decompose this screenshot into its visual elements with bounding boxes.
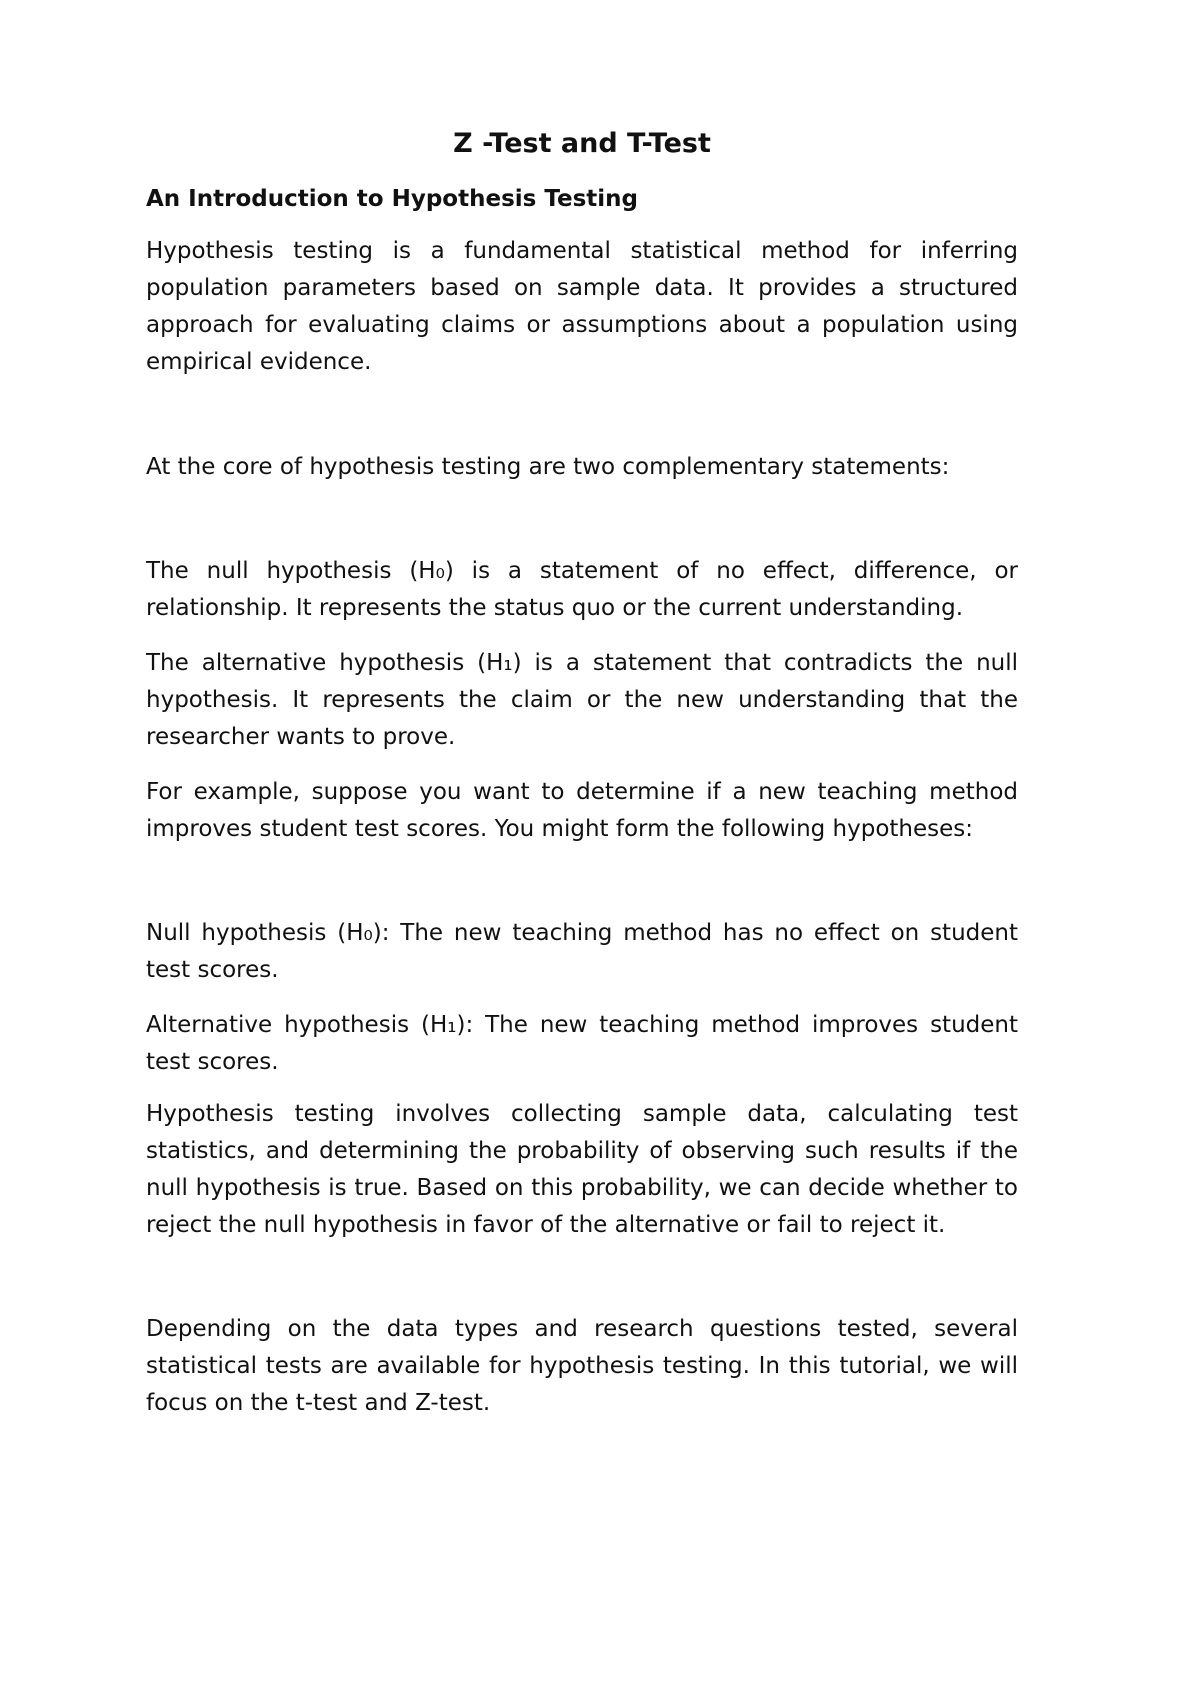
paragraph-core-statements: At the core of hypothesis testing are two complementary statements: — [146, 454, 950, 481]
document-content — [146, 128, 1018, 1422]
paragraph-null-hypothesis: The null hypothesis (H₀) is a statement of no effect, difference, or relationship. It represents the status quo or the current understanding. — [146, 558, 1018, 622]
paragraph-intro: Hypothesis testing is a fundamental statistical method for inferring population parameters based on sample data. It provides a structured approach for evaluating claims or assumptions about a population using empirical evidence. — [146, 238, 1018, 376]
document-title: Z -Test and T-Test — [453, 128, 711, 159]
paragraph-testing-process: Hypothesis testing involves collecting sample data, calculating test statistics, and determining the probability of observing such results if the null hypothesis is true. Based on this probability, we can decide whether to reject the null hypothesis in favor of the alternative or fail to reject it. — [146, 1101, 1018, 1239]
paragraph-alternative-hypothesis: The alternative hypothesis (H₁) is a statement that contradicts the null hypothesis. It represents the claim or the new understanding that the researcher wants to prove. — [146, 650, 1018, 751]
paragraph-example-null: Null hypothesis (H₀): The new teaching method has no effect on student test scores. — [146, 920, 1018, 984]
paragraph-tests-available: Depending on the data types and research questions tested, several statistical tests are available for hypothesis testing. In this tutorial, we will focus on the t-test and Z-test. — [146, 1316, 1018, 1417]
paragraph-example: For example, suppose you want to determine if a new teaching method improves student test scores. You might form the following hypotheses: — [146, 779, 1018, 843]
section-heading: An Introduction to Hypothesis Testing — [146, 186, 638, 213]
paragraph-example-alternative: Alternative hypothesis (H₁): The new teaching method improves student test scores. — [146, 1012, 1018, 1076]
